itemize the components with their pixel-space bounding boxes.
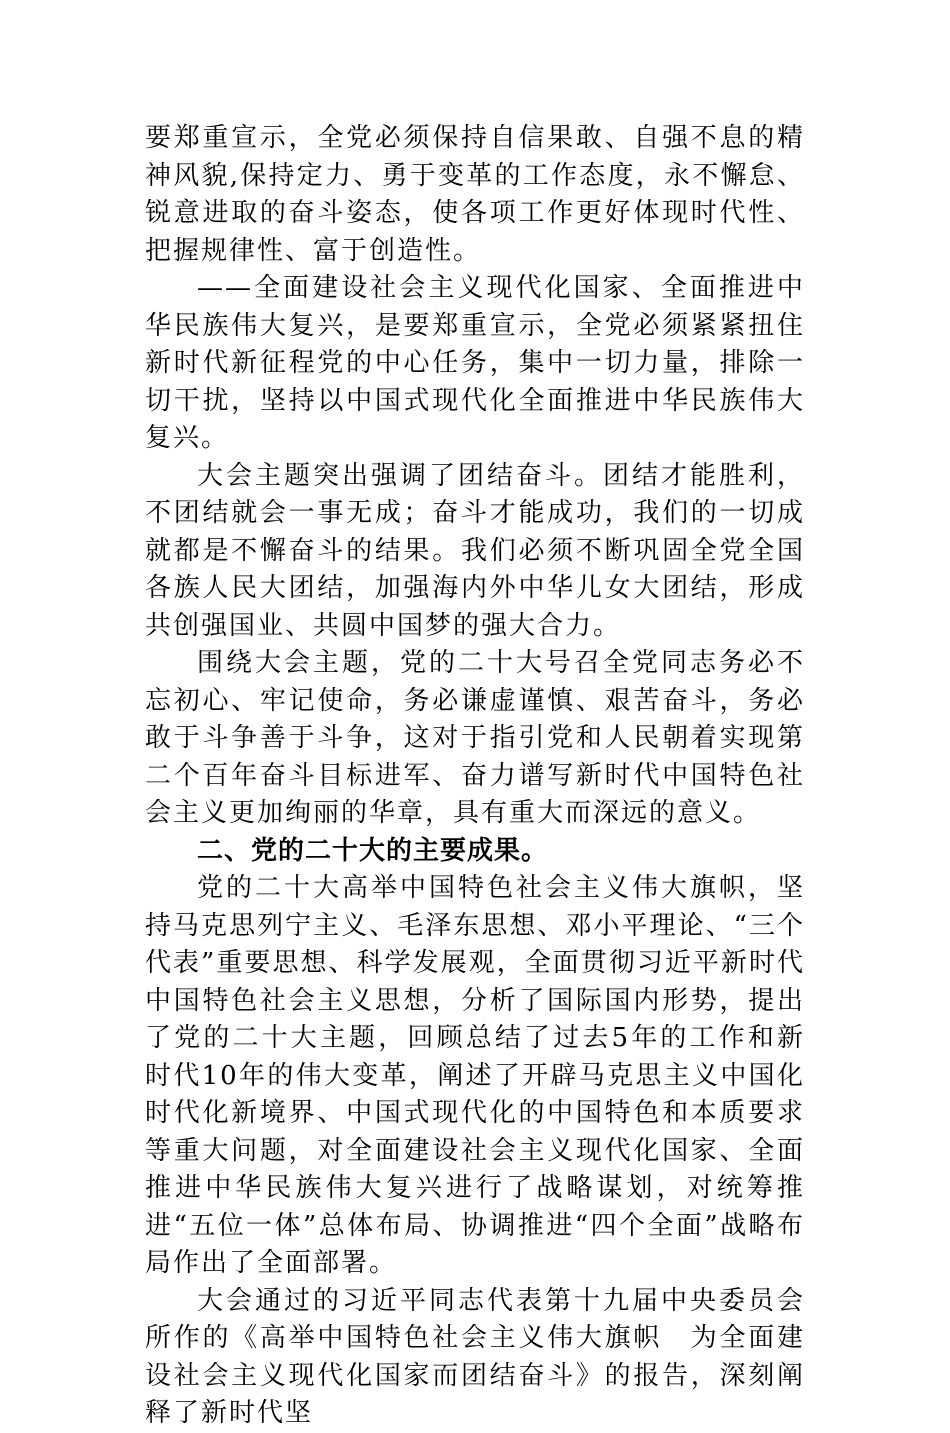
paragraph-4: 围绕大会主题，党的二十大号召全党同志务必不忘初心、牢记使命，务必谦虚谨慎、艰苦奋斗，务必敢于斗争善于斗争，这对于指引党和人民朝着实现第二个百年奋斗目标进军、奋力谱写新时代中国特色社会主义更加绚丽的华章，具有重大而深远的意义。 bbox=[145, 648, 805, 828]
paragraph-1: 要郑重宣示，全党必须保持自信果敢、自强不息的精神风貌,保持定力、勇于变革的工作态度，永不懈怠、锐意进取的奋斗姿态，使各项工作更好体现时代性、把握规律性、富于创造性。 bbox=[145, 123, 805, 266]
section-heading: 二、党的二十大的主要成果。 bbox=[197, 835, 549, 866]
paragraph-5: 党的二十大高举中国特色社会主义伟大旗帜，坚持马克思列宁主义、毛泽东思想、邓小平理论、“三个代表”重要思想、科学发展观，全面贯彻习近平新时代中国特色社会主义思想，分析了国际国内形势，提出了党的二十大主题，回顾总结了过去5年的工作和新时代10年的伟大变革，阐述了开辟马克思主义中国化时代化新境界、中国式现代化的中国特色和本质要求等重大问题，对全面建设社会主义现代化国家、全面推进中华民族伟大复兴进行了战略谋划，对统筹推进“五位一体”总体布局、协调推进“四个全面”战略布局作出了全面部署。 bbox=[145, 873, 805, 1278]
paragraph-3: 大会主题突出强调了团结奋斗。团结才能胜利，不团结就会一事无成；奋斗才能成功，我们的一切成就都是不懈奋斗的结果。我们必须不断巩固全党全国各族人民大团结，加强海内外中华儿女大团结，形成共创强国业、共圆中国梦的强大合力。 bbox=[145, 460, 805, 641]
paragraph-2: ——全面建设社会主义现代化国家、全面推进中华民族伟大复兴，是要郑重宣示，全党必须紧紧扭住新时代新征程党的中心任务，集中一切力量，排除一切干扰，坚持以中国式现代化全面推进中华民族伟大复兴。 bbox=[145, 273, 805, 453]
document-page bbox=[145, 120, 805, 1433]
paragraph-6: 大会通过的习近平同志代表第十九届中央委员会所作的《高举中国特色社会主义伟大旗帜 为全面建设社会主义现代化国家而团结奋斗》的报告，深刻阐释了新时代坚 bbox=[145, 1285, 805, 1428]
